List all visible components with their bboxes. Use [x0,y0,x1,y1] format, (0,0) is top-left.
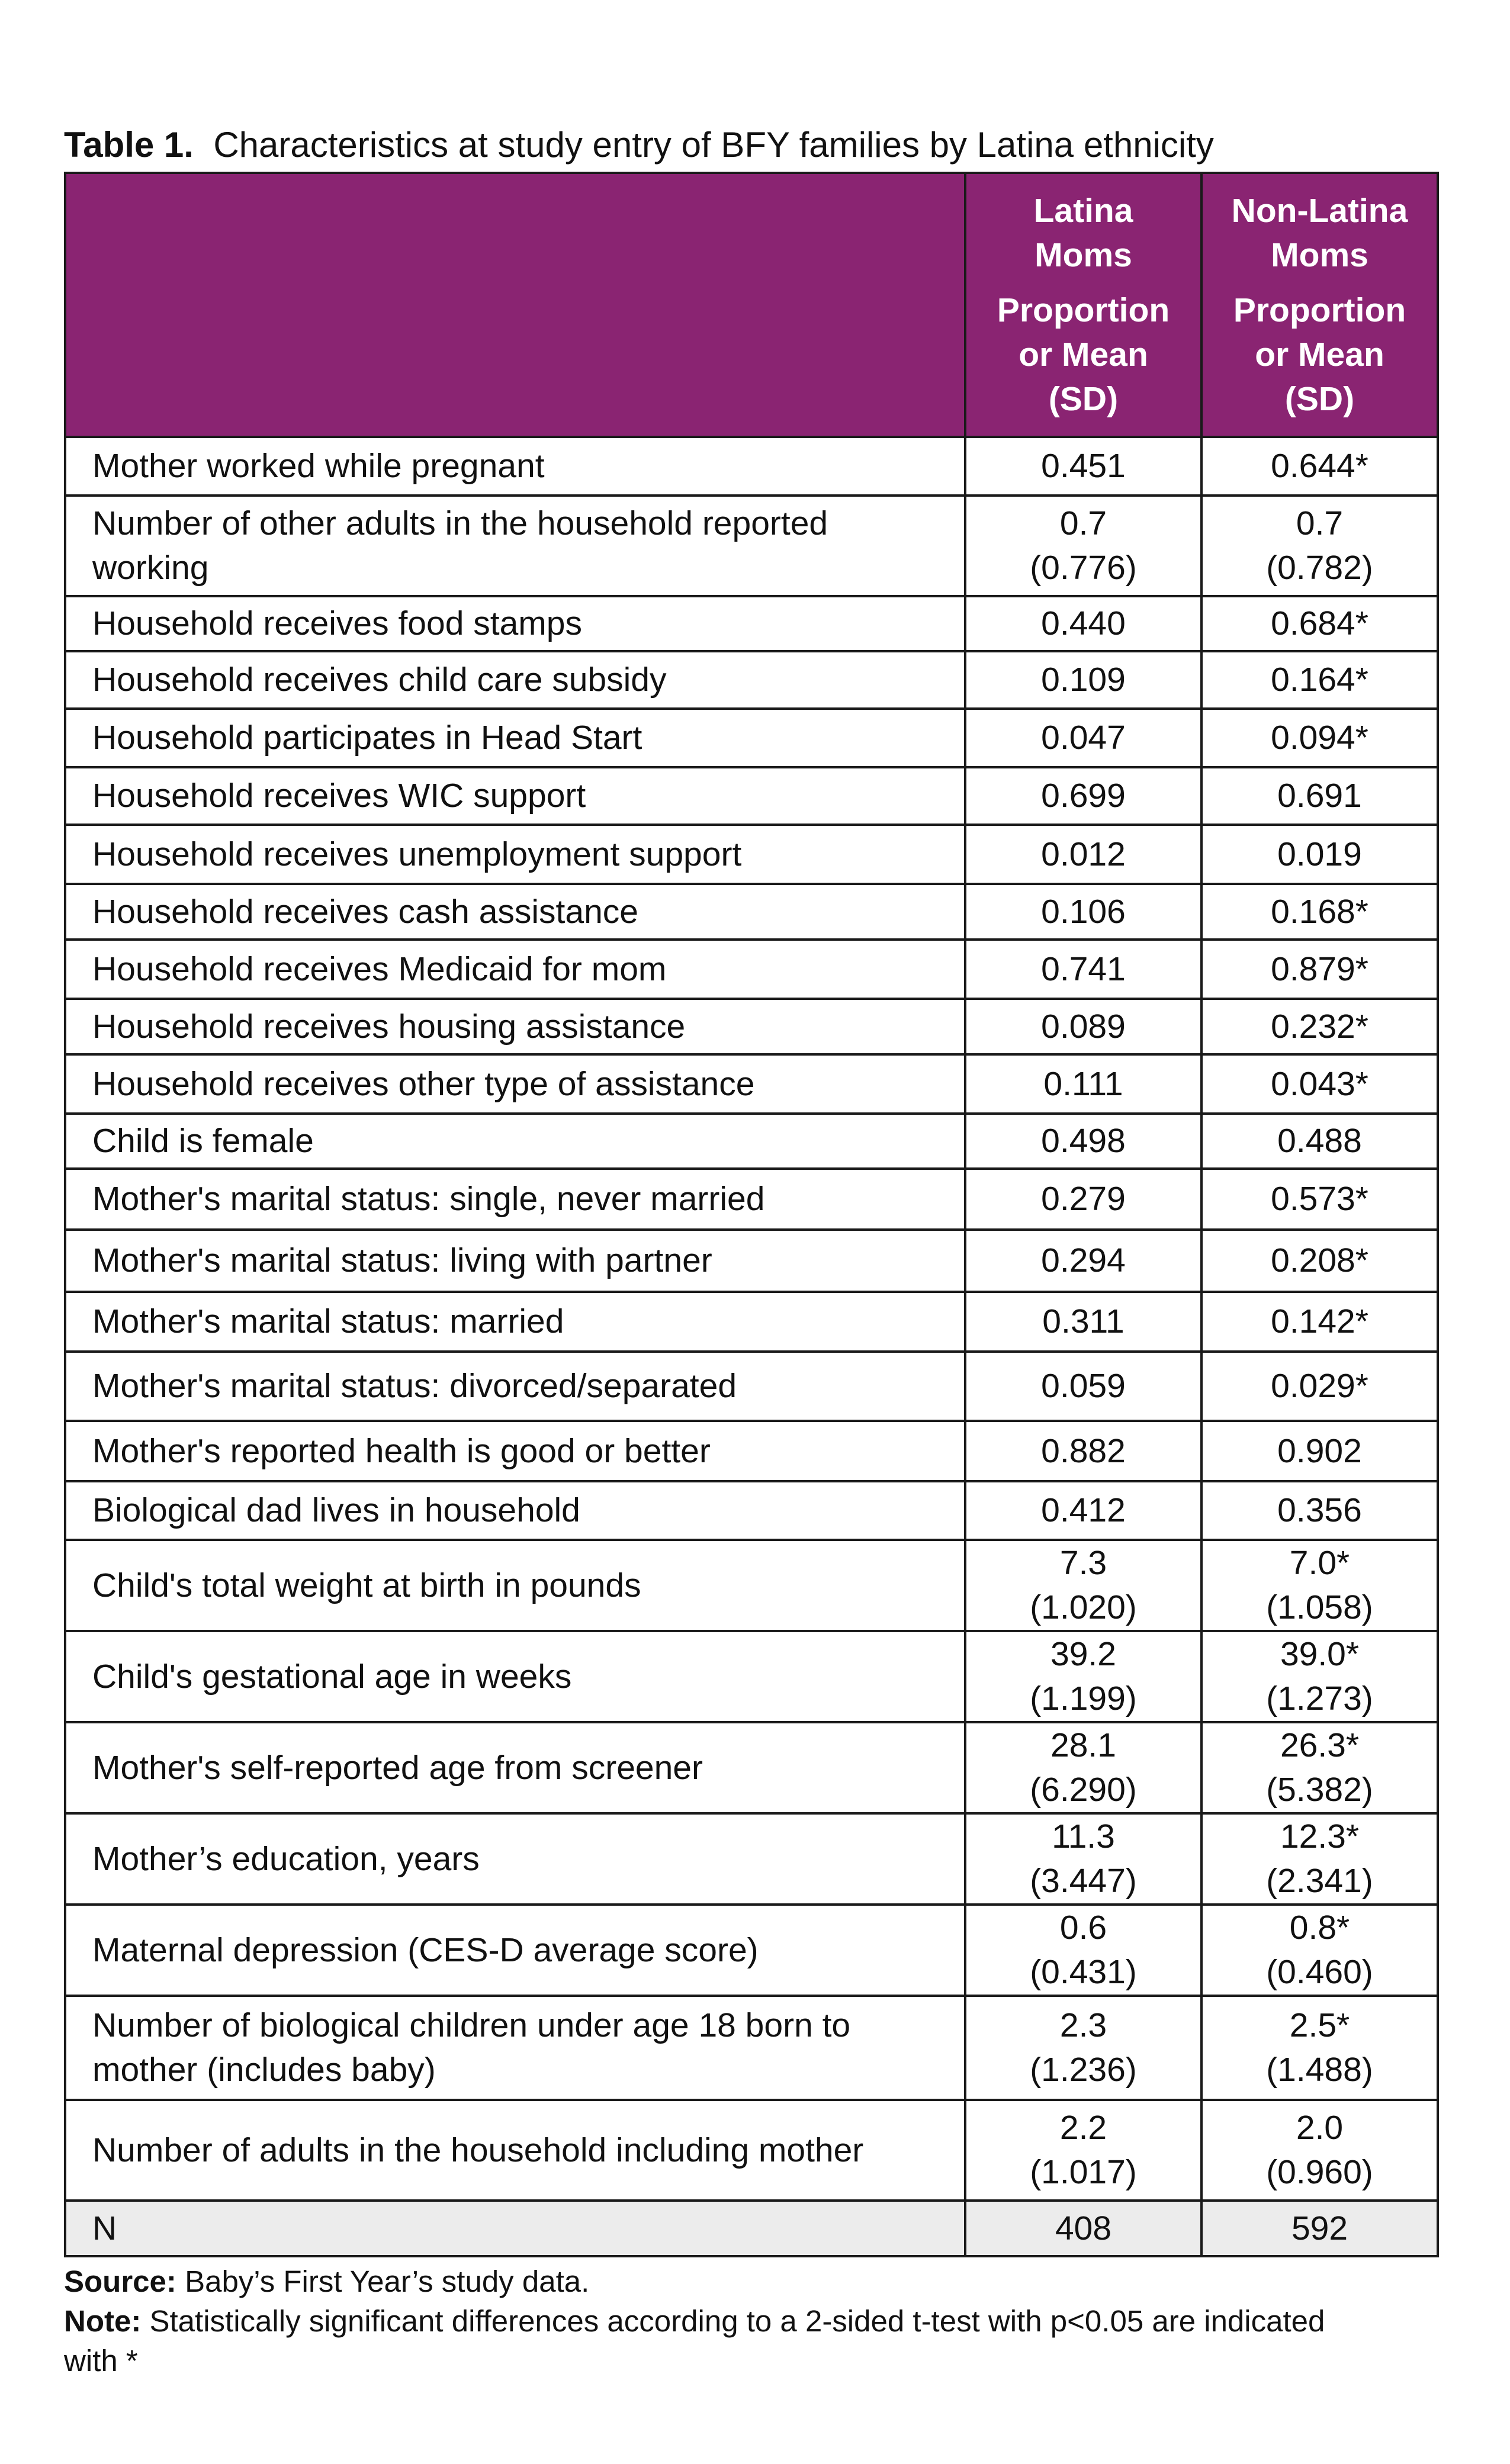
row-label: Child is female [65,1114,965,1169]
latina-value: 0.7 (0.776) [965,496,1201,596]
table-row [65,1813,1438,1905]
latina-value: 0.294 [965,1230,1201,1292]
non-latina-value: 39.0* (1.273) [1201,1631,1438,1722]
non-latina-value: 26.3* (5.382) [1201,1722,1438,1813]
row-label: Child's total weight at birth in pounds [65,1540,965,1631]
latina-value: 0.109 [965,651,1201,709]
latina-value: 0.498 [965,1114,1201,1169]
table-row [65,1996,1438,2100]
row-label: Mother's self-reported age from screener [65,1722,965,1813]
table-row [65,940,1438,999]
note-line [64,2301,1367,2381]
non-latina-value: 0.644* [1201,437,1438,496]
latina-value: 0.741 [965,940,1201,999]
row-label: Child's gestational age in weeks [65,1631,965,1722]
note-label: Note: [64,2304,142,2338]
non-latina-value: 0.7 (0.782) [1201,496,1438,596]
source-line [64,2262,1367,2301]
row-label: Biological dad lives in household [65,1481,965,1540]
header-latina-title-1: Latina [1033,191,1133,230]
row-label: Household receives other type of assistance [65,1054,965,1114]
header-non-latina-title-1: Non-Latina [1231,191,1408,230]
row-label: Mother's marital status: living with partner [65,1230,965,1292]
table-row [65,1230,1438,1292]
table-row [65,1481,1438,1540]
header-non-latina-sub-3: (SD) [1284,379,1355,418]
source-label: Source: [64,2264,176,2298]
non-latina-value: 7.0* (1.058) [1201,1540,1438,1631]
latina-value: 39.2 (1.199) [965,1631,1201,1722]
table-row [65,1722,1438,1813]
header-empty-cell [65,173,965,437]
non-latina-value: 0.142* [1201,1292,1438,1352]
non-latina-value: 0.902 [1201,1421,1438,1481]
header-non-latina-sub-1: Proportion [1233,291,1406,329]
table-row [65,496,1438,596]
header-non-latina [1201,173,1438,437]
table-title: Characteristics at study entry of BFY families by Latina ethnicity [213,125,1214,165]
latina-value: 0.699 [965,767,1201,825]
table-row [65,1631,1438,1722]
non-latina-value: 0.573* [1201,1169,1438,1230]
row-label: Mother's marital status: married [65,1292,965,1352]
latina-value: 11.3 (3.447) [965,1813,1201,1905]
header-latina-title-2: Moms [1034,236,1132,274]
non-latina-value: 0.029* [1201,1352,1438,1421]
non-latina-value: 2.5* (1.488) [1201,1996,1438,2100]
non-latina-value: 0.208* [1201,1230,1438,1292]
n-non-latina: 592 [1201,2201,1438,2256]
latina-value: 0.089 [965,999,1201,1054]
table-row [65,1540,1438,1631]
table-row [65,1352,1438,1421]
latina-value: 7.3 (1.020) [965,1540,1201,1631]
table-body [65,437,1438,2256]
header-non-latina-title-2: Moms [1271,236,1368,274]
table-caption [64,118,1214,172]
header-latina-sub-2: or Mean [1019,335,1148,374]
table-row [65,767,1438,825]
latina-value: 0.451 [965,437,1201,496]
note-text: Statistically significant differences according to a 2-sided t-test with p<0.05 are indicated with * [64,2304,1325,2378]
non-latina-value: 0.488 [1201,1114,1438,1169]
latina-value: 0.047 [965,709,1201,767]
row-label: Household participates in Head Start [65,709,965,767]
row-label: Mother’s education, years [65,1813,965,1905]
header-non-latina-sub-2: or Mean [1255,335,1384,374]
latina-value: 2.3 (1.236) [965,1996,1201,2100]
table-row [65,651,1438,709]
non-latina-value: 0.8* (0.460) [1201,1905,1438,1996]
row-label: Number of other adults in the household reported working [65,496,965,596]
non-latina-value: 0.094* [1201,709,1438,767]
table-row [65,1054,1438,1114]
table-header-row [65,173,1438,437]
latina-value: 0.6 (0.431) [965,1905,1201,1996]
latina-value: 0.440 [965,596,1201,651]
non-latina-value: 0.019 [1201,825,1438,884]
row-label: Household receives Medicaid for mom [65,940,965,999]
row-label: Number of biological children under age 18 born to mother (includes baby) [65,1996,965,2100]
table-row [65,1905,1438,1996]
row-label: Household receives unemployment support [65,825,965,884]
table-row [65,1421,1438,1481]
table-number: Table 1. [64,125,194,165]
header-latina-sub-3: (SD) [1048,379,1119,418]
row-label: Mother's marital status: single, never married [65,1169,965,1230]
row-label: Household receives food stamps [65,596,965,651]
non-latina-value: 0.043* [1201,1054,1438,1114]
non-latina-value: 0.164* [1201,651,1438,709]
table-row [65,437,1438,496]
latina-value: 0.311 [965,1292,1201,1352]
non-latina-value: 12.3* (2.341) [1201,1813,1438,1905]
non-latina-value: 0.168* [1201,884,1438,940]
latina-value: 2.2 (1.017) [965,2100,1201,2201]
table-row [65,884,1438,940]
table-row [65,825,1438,884]
non-latina-value: 0.356 [1201,1481,1438,1540]
source-text: Baby’s First Year’s study data. [185,2264,590,2298]
row-label: Mother's marital status: divorced/separated [65,1352,965,1421]
row-label: Mother worked while pregnant [65,437,965,496]
latina-value: 28.1 (6.290) [965,1722,1201,1813]
table-row [65,1169,1438,1230]
row-label: Household receives child care subsidy [65,651,965,709]
non-latina-value: 2.0 (0.960) [1201,2100,1438,2201]
table-row [65,999,1438,1054]
latina-value: 0.106 [965,884,1201,940]
header-latina [965,173,1201,437]
row-label: Household receives cash assistance [65,884,965,940]
row-label: Household receives housing assistance [65,999,965,1054]
latina-value: 0.279 [965,1169,1201,1230]
table-row [65,709,1438,767]
latina-value: 0.882 [965,1421,1201,1481]
non-latina-value: 0.232* [1201,999,1438,1054]
table-row [65,1114,1438,1169]
latina-value: 0.059 [965,1352,1201,1421]
row-label: Number of adults in the household including mother [65,2100,965,2201]
n-label: N [65,2201,965,2256]
non-latina-value: 0.879* [1201,940,1438,999]
row-label: Maternal depression (CES-D average score) [65,1905,965,1996]
row-label: Household receives WIC support [65,767,965,825]
table-row [65,2100,1438,2201]
latina-value: 0.412 [965,1481,1201,1540]
non-latina-value: 0.684* [1201,596,1438,651]
table-footer [64,2262,1367,2381]
table-row [65,596,1438,651]
n-latina: 408 [965,2201,1201,2256]
characteristics-table [64,172,1439,2257]
latina-value: 0.012 [965,825,1201,884]
latina-value: 0.111 [965,1054,1201,1114]
row-label: Mother's reported health is good or better [65,1421,965,1481]
non-latina-value: 0.691 [1201,767,1438,825]
n-row [65,2201,1438,2256]
header-latina-sub-1: Proportion [997,291,1170,329]
table-row [65,1292,1438,1352]
